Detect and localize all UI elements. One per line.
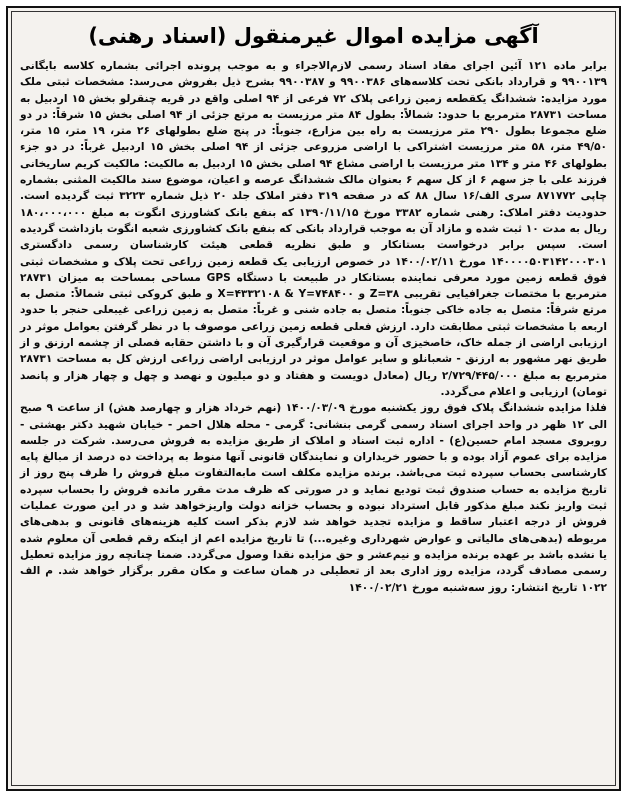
notice-title: آگهی مزایده اموال غیرمنقول (اسناد رهنی) xyxy=(88,24,539,48)
notice-frame xyxy=(6,6,621,791)
notice-body xyxy=(20,58,607,596)
notice-paragraph-property-details: برابر ماده ۱۲۱ آئین اجرای مفاد اسناد رسمی لازم‌الاجراء و به موجب پرونده اجرائی بشماره کلاسه بایگانی ۹۹۰۰۱۳۹ و قرارداد بانکی تحت کلاسه‌های ۹۹۰۰۳۸۶ و ۹۹۰۰۳۸۷ بشرح ذیل بفروش می‌رسد: مشخصات ثبتی ملک مورد مزایده: ششدانگ یکقطعه زمین زراعی پلاک ۷۲ فرعی از ۹۴ اصلی واقع در قریه چنقرلو بخش ۱۵ اردبیل به مساحت ۲۸۷۳۱ مترمربع با حدود: شمالاً: بطول ۸۴ متر مرزیست به مرتع جزئی از ۹۴ اصلی بخش ۱۵ شرقاً: در دو ضلع مجموعا بطول ۲۹۰ متر مرزیست به راه بین مزارع، جنوباً: در پنج ضلع بطولهای ۲۶ متر، ۱۹ متر، ۱۵ متر، ۴۹/۵۰ متر، ۵۸ متر مرزیست اشتراکی با اراضی مزروعی جزئی از ۹۴ اصلی بخش ۱۵ اردبیل غرباً: در دو جزء بطولهای ۴۶ متر و ۱۳۴ متر مرزیست با اراضی مشاع ۹۴ اصلی بخش ۱۵ اردبیل به مالکیت: مالکیت کریم ساریخانی فرزند علی با جز سهم ۶ از کل سهم ۶ بعنوان مالک ششدانگ عرصه و اعیان، موضوع سند مالکیت المثنی بشماره چاپی ۸۷۱۷۷۲ سری الف/۱۶ سال ۸۸ که در صفحه ۳۱۹ دفتر املاک جلد ۲۰ ذیل شماره ۳۲۲۳ ثبت گردیده است. حدودیت دفتر املاک: رهنی شماره ۳۳۸۲ مورخ ۱۳۹۰/۱۱/۱۵ که بنفع بانک کشاورزی انگوت به مبلغ ۱۸۰،۰۰۰،۰۰۰ ریال به مدت ۱۰ ثبت شده و مازاد آن به موجب قرارداد بانکی که بنفع بانک کشاورزی شعبه انگوت بازداشت گردیده است. سپس برابر درخواست بستانکار و طبق نظریه قطعی هیئت کارشناسان رسمی دادگستری ۱۴۰۰۰۰۵۰۳۱۴۲۰۰۰۳۰۱ مورخ ۱۴۰۰/۰۲/۱۱ در خصوص ارزیابی یک قطعه زمین زراعی تحت پلاک و مشخصات ثبتی فوق قطعه زمین مورد معرفی نماینده بستانکار در طبیعت با دستگاه GPS مساحی بمساحت به میزان ۲۸۷۳۱ مترمربع با مختصات جغرافیایی تقریبی Z=۳۸ و X=۴۳۳۲۱۰۸ & Y=۷۴۸۴۰۰ و طبق کروکی ثبتی شمالاً: متصل به مرتع شرقاً: متصل به جاده خاکی جنوباً: متصل به جاده شنی و غرباً: متصل به زمین زراعی غیبعلی حنجر با حدود اربعه با مشخصات ثبتی مطابقت دارد. ارزش فعلی قطعه زمین زراعی موصوف با در نظر گرفتن بعوامل موثر در ارزیابی اراضی از جمله خاک، خاصخیزی آن و موقعیت قرارگیری آن و با داشتن حقابه فصلی از چشمه ارزنق و از طریق نهر مشهور به ارزنق - شعبانلو و سایر عوامل موثر در ارزیابی اراضی زراعی ارزش کل به مساحت ۲۸۷۳۱ مترمربع به مبلغ ۲/۷۲۹/۴۴۵/۰۰۰ ریال (معادل دویست و هفتاد و دو میلیون و نهصد و چهل و چهار هزار و پانصد تومان) ارزیابی و اعلام می‌گردد. xyxy=(20,60,608,398)
notice-paragraph-auction-terms: فلذا مزایده ششدانگ پلاک فوق روز یکشنبه مورخ ۱۴۰۰/۰۳/۰۹ (نهم خرداد هزار و چهارصد هش) از ساعت ۹ صبح الی ۱۲ ظهر در واحد اجرای اسناد رسمی گرمی بنشانی: گرمی - محله هلال احمر - خیابان شهید دکتر بهشتی - روبروی مسجد امام حسین(ع) - اداره ثبت اسناد و املاک از طریق مزایده به فروش می‌رسد. شرکت در جلسه مزایده برای عموم آزاد بوده و با حضور خریداران و نمایندگان قانونی آنها منوط به پرداخت ده درصد از مبالغ پایه کارشناسی بحساب سپرده ثبت می‌باشد. برنده مزایده مکلف است مابه‌التفاوت مبلغ فروش را ظرف پنج روز از تاریخ مزایده به حساب صندوق ثبت تودیع نماید و در صورتی که ظرف مدت مقرر مانده فروش را بحساب سپرده ثبت واریز نکند مبلغ مذکور قابل استرداد نبوده و بحساب خزانه دولت واریزخواهد شد و در این صورت عملیات فروش از درجه اعتبار ساقط و مزایده تجدید خواهد شد لازم بذکر است کلیه هزینه‌های قانونی و بدهی‌های مربوطه (بدهی‌های مالیاتی و عوارض شهرداری وغیره...) تا تاریخ مزایده اعم از اینکه رقم قطعی آن معلوم شده یا نشده باشد بر عهده برنده مزایده و نیم‌عشر و حق مزایده نقدا وصول می‌گردد. ضمنا چنانچه روز مزایده تعطیل رسمی مصادف گردد، مزایده روز اداری بعد از تعطیلی در همان ساعت و مکان مقرر برگزار خواهد شد. م الف ۱۰۲۲ تاریخ انتشار: روز سه‌شنبه مورخ ۱۴۰۰/۰۲/۲۱ xyxy=(20,402,608,594)
notice-inner-border xyxy=(11,11,616,786)
